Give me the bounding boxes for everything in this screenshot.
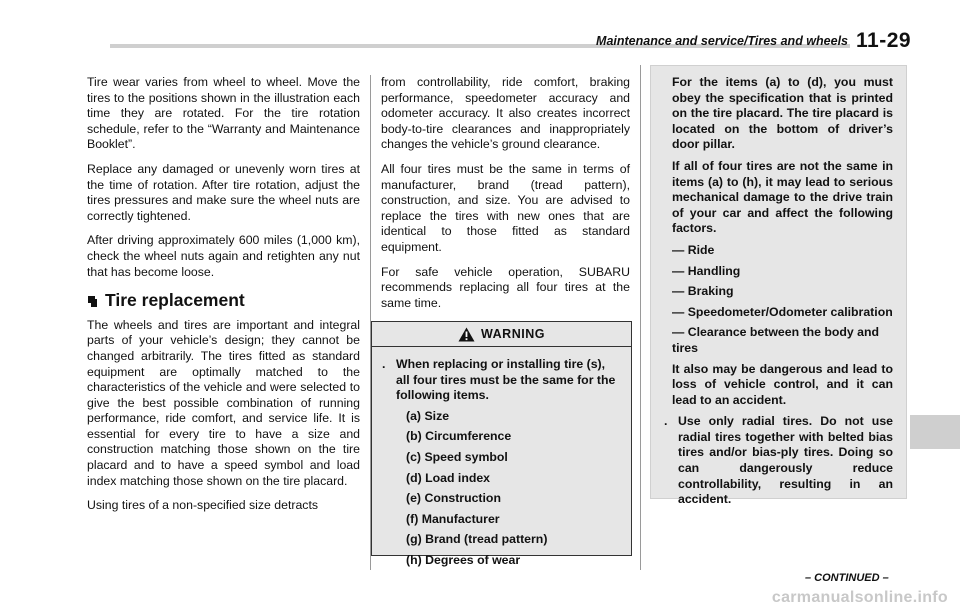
paragraph: Using tires of a non-specified size detracts [87,498,319,513]
watermark: carmanualsonline.info [771,589,948,606]
paragraph: from controllability, ride comfort, braking performance, speedometer accuracy and odometer accuracy. It also creates incorrect body-to-tire clearances and inappropriately changes the vehicle’s ground clearance. [381,75,630,152]
list-item: (a) Size [406,408,450,423]
section-heading [87,290,360,311]
column-divider-2 [640,65,641,570]
tire-item-list [382,409,619,569]
list-item: — Ride [672,242,715,257]
header-title: Maintenance and service/Tires and wheels [596,34,848,48]
warning-header [372,322,631,347]
list-item: — Handling [672,263,741,278]
list-item: (b) Circumference [406,429,512,444]
bullet-marker: . [664,414,668,429]
continued-label: – CONTINUED – [805,572,889,584]
paragraph: For safe vehicle operation, SUBARU recommends replacing all four tires at the same time. [381,264,630,310]
warning-triangle-icon [458,327,475,342]
warning-continuation-body [651,66,906,508]
factor-list [664,243,893,357]
warning-body [372,347,631,569]
warning-label: WARNING [481,327,545,341]
paragraph: For the items (a) to (d), you must obey the specification that is printed on the tire placard. The tire placard is located on the bottom of driver’s door pillar. [672,75,893,152]
section-square-icon [87,295,97,307]
column-2 [381,75,630,320]
paragraph: After driving approximately 600 miles (1,000 km), check the wheel nuts again and retighten any nut that has become loose. [87,233,360,279]
paragraph: It also may be dangerous and lead to loss of vehicle control, and it can lead to an accident. [672,361,893,407]
warning-continuation-box [650,65,907,507]
page-number: 11-29 [856,29,912,52]
list-item: — Clearance between the body and tires [672,325,880,355]
list-item: — Speedometer/Odometer calibration [672,304,893,319]
paragraph: Use only radial tires. Do not use radial tires together with belted bias tires and/or bias-ply tires. Doing so can dangerously reduce controllability, resulting in an accident. [678,414,893,507]
list-item: (g) Brand (tread pattern) [406,532,548,547]
list-item: (e) Construction [406,491,501,506]
paragraph: Tire wear varies from wheel to wheel. Move the tires to the positions shown in the illustration each time they are rotated. For the tire rotation schedule, refer to the “Warranty and Maintenance Booklet”. [87,75,360,152]
paragraph: The wheels and tires are important and integral parts of your vehicle’s design; they cannot be changed arbitrarily. The tires fitted as standard equipment are optimally matched to the characteristics of the vehicle and were selected to give the best possible combination of running performance, ride comfort, and service life. It is essential for every tire to have a size and construction matching those shown on the tire placard and to have a speed symbol and load index matching those shown on the tire placard. [87,317,360,488]
list-item: (c) Speed symbol [406,449,508,464]
paragraph: All four tires must be the same in terms of manufacturer, brand (tread pattern), construction, and size. You are advised to replace the tires with new ones that are identical to those fitted as standard equipment. [381,161,630,254]
chapter-thumb-tab [910,415,960,449]
warning-bullet-item [664,414,893,508]
list-item: — Braking [672,284,734,299]
warning-lead-text: When replacing or installing tire (s), all four tires must be the same for the following items. [396,357,616,403]
warning-box [371,321,632,567]
column-1 [87,75,360,523]
list-item: (d) Load index [406,470,491,485]
list-item: (h) Degrees of wear [406,552,521,567]
bullet-marker: . [382,357,386,371]
list-item: (f) Manufacturer [406,511,500,526]
paragraph: Replace any damaged or unevenly worn tires at the time of rotation. After tire rotation, adjust the tires pressures and make sure the wheel nuts are correctly tightened. [87,161,360,223]
paragraph: If all of four tires are not the same in items (a) to (h), it may lead to serious mechanical damage to the drive train of your car and affect the following factors. [672,158,893,236]
warning-bullet-item [382,357,619,404]
section-title: Tire replacement [105,290,245,311]
